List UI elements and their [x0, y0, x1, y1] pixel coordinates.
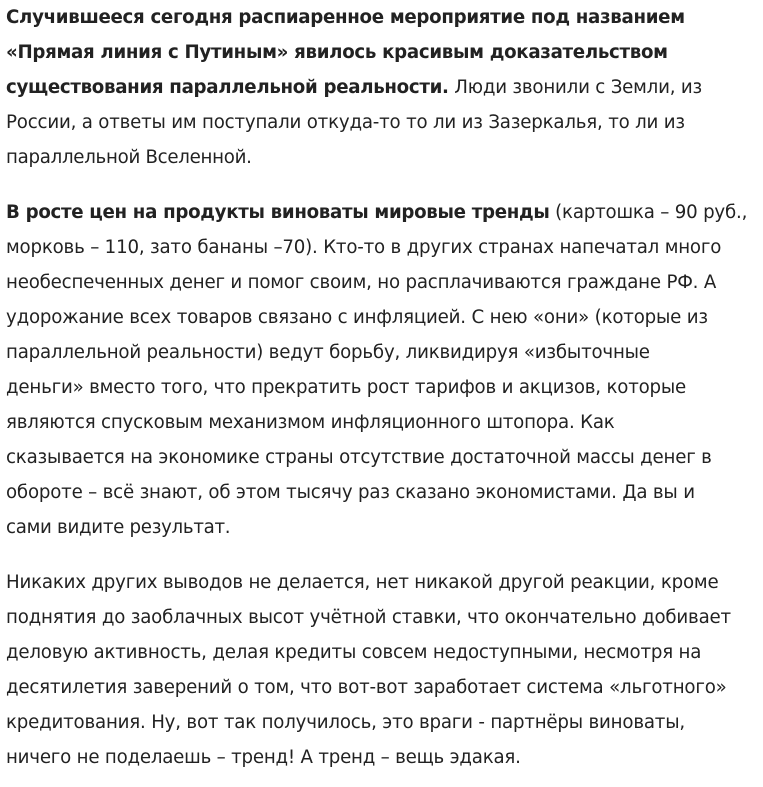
article-paragraph: [6, 195, 761, 545]
article-paragraph: [6, 565, 761, 775]
body-text: Никаких других выводов не делается, нет никакой другой реакции, кроме: [6, 572, 719, 593]
bold-text: В росте цен на продукты виноваты мировые тренды: [6, 202, 550, 223]
text-line: [6, 265, 761, 300]
body-text: ничего не поделаешь – тренд! А тренд – вещь эдакая.: [6, 747, 521, 768]
body-text: деньги» вместо того, что прекратить рост тарифов и акцизов, которые: [6, 377, 687, 398]
text-line: [6, 440, 761, 475]
body-text: являются спусковым механизмом инфляционного штопора. Как: [6, 412, 615, 433]
body-text: поднятия до заоблачных высот учётной ставки, что окончательно добивает: [6, 607, 731, 628]
text-line: [6, 510, 761, 545]
body-text: России, а ответы им поступали откуда-то то ли из Зазеркалья, то ли из: [6, 112, 685, 133]
text-line: [6, 0, 761, 35]
text-line: [6, 600, 761, 635]
text-line: [6, 405, 761, 440]
body-text: параллельной Вселенной.: [6, 147, 252, 168]
text-line: [6, 105, 761, 140]
body-text: кредитования. Ну, вот так получилось, это враги - партнёры виноваты,: [6, 712, 685, 733]
text-line: [6, 35, 761, 70]
bold-text: существования параллельной реальности.: [6, 77, 449, 98]
body-text: сами видите результат.: [6, 517, 231, 538]
bold-text: Случившееся сегодня распиаренное мероприятие под названием: [6, 7, 685, 28]
article-body: [6, 0, 761, 775]
text-line: [6, 370, 761, 405]
text-line: [6, 195, 761, 230]
body-text: необеспеченных денег и помог своим, но расплачиваются граждане РФ. А: [6, 272, 717, 293]
text-line: [6, 140, 761, 175]
text-line: [6, 230, 761, 265]
text-line: [6, 475, 761, 510]
body-text: сказывается на экономике страны отсутствие достаточной массы денег в: [6, 447, 712, 468]
text-line: [6, 565, 761, 600]
body-text: десятилетия заверений о том, что вот-вот заработает система «льготного»: [6, 677, 727, 698]
text-line: [6, 635, 761, 670]
body-text: морковь – 110, зато бананы –70). Кто-то в других странах напечатал много: [6, 237, 722, 258]
text-line: [6, 740, 761, 775]
article-paragraph: [6, 0, 761, 175]
body-text: деловую активность, делая кредиты совсем недоступными, несмотря на: [6, 642, 702, 663]
body-text: Люди звонили с Земли, из: [448, 77, 702, 98]
body-text: (картошка – 90 руб.,: [549, 202, 748, 223]
text-line: [6, 70, 761, 105]
body-text: параллельной реальности) ведут борьбу, ликвидируя «избыточные: [6, 342, 650, 363]
bold-text: «Прямая линия с Путиным» явилось красивым доказательством: [6, 42, 668, 63]
text-line: [6, 300, 761, 335]
body-text: удорожание всех товаров связано с инфляцией. С нею «они» (которые из: [6, 307, 708, 328]
body-text: обороте – всё знают, об этом тысячу раз сказано экономистами. Да вы и: [6, 482, 695, 503]
text-line: [6, 705, 761, 740]
text-line: [6, 335, 761, 370]
text-line: [6, 670, 761, 705]
